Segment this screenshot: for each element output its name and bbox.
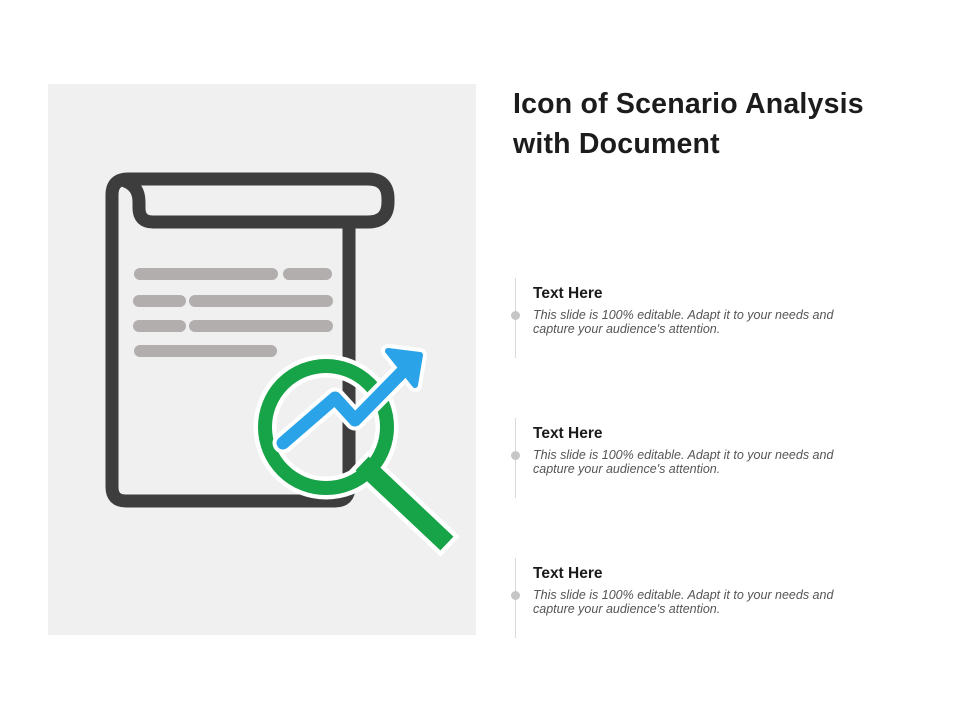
text-block-content bbox=[533, 565, 878, 616]
bullet-dot-icon bbox=[511, 591, 520, 600]
bullet-dot-icon bbox=[511, 451, 520, 460]
block-body: This slide is 100% editable. Adapt it to your needs and capture your audience's attention. bbox=[533, 588, 834, 616]
text-block-content bbox=[533, 285, 878, 336]
text-block-3 bbox=[515, 558, 883, 638]
block-body: This slide is 100% editable. Adapt it to your needs and capture your audience's attention. bbox=[533, 448, 834, 476]
text-block-2 bbox=[515, 418, 883, 498]
block-body: This slide is 100% editable. Adapt it to your needs and capture your audience's attention. bbox=[533, 308, 834, 336]
text-block-content bbox=[533, 425, 878, 476]
page-title: Icon of Scenario Analysis with Document bbox=[513, 88, 864, 160]
block-heading: Text Here bbox=[533, 425, 603, 442]
text-block-1 bbox=[515, 278, 883, 358]
bullet-dot-icon bbox=[511, 311, 520, 320]
block-heading: Text Here bbox=[533, 565, 603, 582]
block-heading: Text Here bbox=[533, 285, 603, 302]
scenario-analysis-illustration bbox=[48, 84, 476, 635]
